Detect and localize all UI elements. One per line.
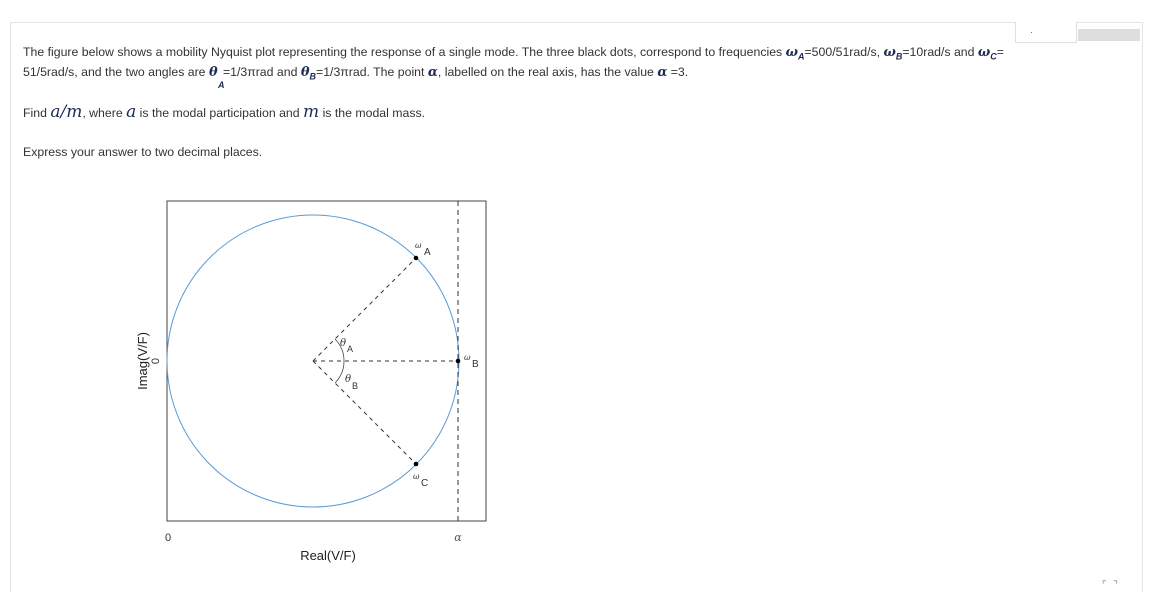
label-theta-a: θ [340,338,347,349]
radial-line-a [313,258,416,361]
label-omega-b: ω [464,353,471,362]
label-omega-c-sub: C [421,478,429,489]
omega-c-value: 51/5rad/s, and the two angles are [23,65,209,79]
toolbar-dot: · [1030,27,1033,37]
alpha-value: =3. [667,65,689,79]
find-mass: is the modal mass. [319,106,426,120]
a-symbol-2: a [126,102,137,122]
label-theta-b: θ [345,374,352,385]
omega-a-sub: A [798,51,805,62]
theta-a-symbol: θ [208,65,218,80]
question-intro: The figure below shows a mobility Nyquist plot representing the response of a single mode. The three black dots, correspond to frequencies [23,45,786,59]
omega-b-value: =10rad/s and [902,45,978,59]
label-omega-b-sub: B [472,359,479,370]
label-omega-a-sub: A [424,247,431,258]
m-symbol: m [66,102,83,122]
m-symbol-2: m [303,102,320,122]
express-instruction: Express your answer to two decimal places. [23,145,263,159]
label-theta-a-sub: A [347,344,354,354]
omega-a-symbol: ω [785,45,798,60]
omega-c-symbol: ω [977,45,991,60]
slash-symbol: / [60,102,67,122]
x-tick-alpha: α [454,531,462,544]
label-omega-a: ω [415,241,422,250]
alpha-symbol-2: α [657,65,668,80]
x-tick-zero: 0 [164,532,172,544]
omega-b-symbol: ω [883,45,896,60]
point-omega-b [456,359,461,364]
omega-c-eq: = [996,45,1004,59]
y-axis-label: Imag(V/F) [135,332,150,390]
find-prefix: Find [23,106,51,120]
omega-a-value: =500/51rad/s, [804,45,884,59]
omega-c-sub: C [990,51,997,62]
theta-a-sub: A [217,80,225,90]
omega-b-sub: B [895,51,903,62]
label-omega-c: ω [413,472,420,481]
alpha-description: , labelled on the real axis, has the value [437,65,658,79]
theta-b-value: =1/3πrad. The point [316,65,428,79]
theta-b-arc [335,361,344,383]
label-theta-b-sub: B [352,381,359,391]
point-omega-c [414,462,419,467]
find-where: , where [82,106,127,120]
point-omega-a [414,256,419,261]
a-symbol: a [50,102,61,122]
corner-glyph: ⌜ ⌝ [1101,580,1120,591]
plot-frame [167,201,486,521]
theta-b-symbol: θ [300,65,310,80]
x-axis-label: Real(V/F) [300,548,356,563]
radial-line-c [313,361,416,464]
alpha-symbol: α [427,65,438,80]
y-tick-zero: 0 [150,357,162,365]
theta-b-sub: B [309,71,317,82]
theta-a-value: =1/3πrad and [222,65,301,79]
find-participation: is the modal participation and [136,106,304,120]
